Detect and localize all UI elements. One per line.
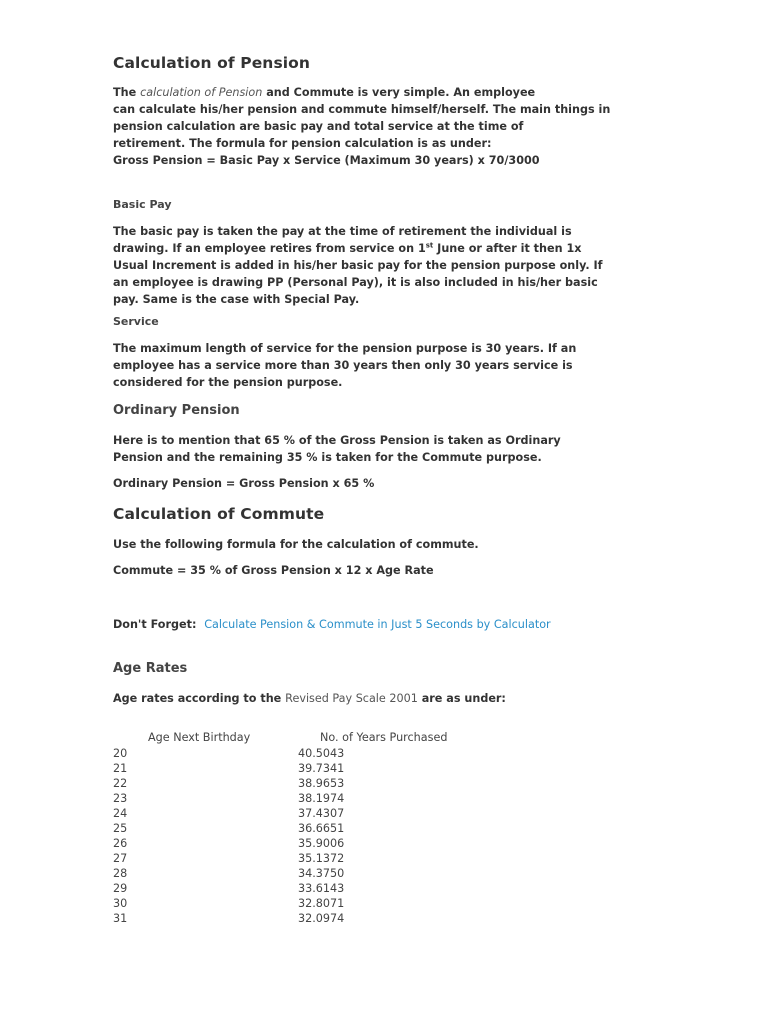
- column-header-years: No. of Years Purchased: [320, 731, 448, 744]
- age-cell: 31: [113, 912, 128, 925]
- basic-pay-line5: pay. Same is the case with Special Pay.: [113, 293, 360, 306]
- dont-forget-line: [113, 616, 658, 633]
- commute-formula: [113, 562, 658, 579]
- service-line2: employee has a service more than 30 years then only 30 years service is: [113, 359, 573, 372]
- commute-heading: Calculation of Commute: [113, 505, 325, 523]
- commute-line1: Use the following formula for the calculation of commute.: [113, 538, 479, 551]
- years-cell: 37.4307: [298, 807, 345, 820]
- service-paragraph: [113, 340, 658, 391]
- years-cell: 32.8071: [298, 897, 345, 910]
- gross-pension-formula: Gross Pension = Basic Pay x Service (Maximum 30 years) x 70/3000: [113, 154, 540, 167]
- intro-lead: The: [113, 86, 137, 99]
- age-rates-intro-b: are as under:: [421, 692, 506, 705]
- revised-pay-scale: Revised Pay Scale 2001: [285, 692, 418, 705]
- column-header-age: Age Next Birthday: [148, 731, 251, 744]
- years-cell: 34.3750: [298, 867, 345, 880]
- dont-forget-label: Don't Forget:: [113, 618, 197, 631]
- years-cell: 35.1372: [298, 852, 345, 865]
- intro-line1: and Commute is very simple. An employee: [266, 86, 536, 99]
- intro-line3: pension calculation are basic pay and total service at the time of: [113, 120, 524, 133]
- age-cell: 23: [113, 792, 128, 805]
- intro-paragraph: [113, 84, 658, 169]
- intro-italic: calculation of Pension: [140, 86, 263, 99]
- years-cell: 38.9653: [298, 777, 345, 790]
- service-line1: The maximum length of service for the pension purpose is 30 years. If an: [113, 342, 577, 355]
- calculator-link[interactable]: Calculate Pension & Commute in Just 5 Seconds by Calculator: [204, 618, 551, 631]
- basic-pay-sup: st: [425, 241, 434, 250]
- commute-formula-text: Commute = 35 % of Gross Pension x 12 x Age Rate: [113, 564, 434, 577]
- years-cell: 39.7341: [298, 762, 345, 775]
- age-cell: 30: [113, 897, 128, 910]
- basic-pay-line4: an employee is drawing PP (Personal Pay), it is also included in his/her basic: [113, 276, 598, 289]
- years-cell: 38.1974: [298, 792, 345, 805]
- intro-line4: retirement. The formula for pension calculation is as under:: [113, 137, 492, 150]
- service-heading: Service: [113, 315, 159, 328]
- age-rates-intro-a: Age rates according to the: [113, 692, 282, 705]
- years-cell: 33.6143: [298, 882, 345, 895]
- age-cell: 29: [113, 882, 128, 895]
- age-cell: 26: [113, 837, 128, 850]
- ordinary-pension-line2: Pension and the remaining 35 % is taken for the Commute purpose.: [113, 451, 542, 464]
- ordinary-pension-formula: [113, 475, 658, 492]
- years-cell: 40.5043: [298, 747, 345, 760]
- age-cell: 20: [113, 747, 128, 760]
- basic-pay-heading: Basic Pay: [113, 198, 172, 211]
- years-cell: 36.6651: [298, 822, 345, 835]
- intro-line2: can calculate his/her pension and commute himself/herself. The main things in: [113, 103, 611, 116]
- age-cell: 25: [113, 822, 128, 835]
- age-rates-heading: Age Rates: [113, 661, 188, 676]
- age-cell: 21: [113, 762, 128, 775]
- age-rates-intro: [113, 690, 658, 707]
- basic-pay-line3: Usual Increment is added in his/her basic pay for the pension purpose only. If: [113, 259, 603, 272]
- age-cell: 28: [113, 867, 128, 880]
- age-cell: 27: [113, 852, 128, 865]
- years-cell: 32.0974: [298, 912, 345, 925]
- age-cell: 24: [113, 807, 128, 820]
- ordinary-pension-heading: Ordinary Pension: [113, 403, 240, 418]
- service-line3: considered for the pension purpose.: [113, 376, 343, 389]
- basic-pay-line2b: June or after it then 1x: [437, 242, 582, 255]
- age-cell: 22: [113, 777, 128, 790]
- commute-paragraph: [113, 536, 658, 553]
- ordinary-pension-paragraph: [113, 432, 658, 466]
- basic-pay-line2a: drawing. If an employee retires from service on 1: [113, 242, 426, 255]
- ordinary-pension-line1: Here is to mention that 65 % of the Gross Pension is taken as Ordinary: [113, 434, 561, 447]
- years-cell: 35.9006: [298, 837, 345, 850]
- basic-pay-paragraph: [113, 223, 658, 308]
- basic-pay-line1: The basic pay is taken the pay at the time of retirement the individual is: [113, 225, 572, 238]
- ordinary-pension-formula-text: Ordinary Pension = Gross Pension x 65 %: [113, 477, 375, 490]
- page-title: Calculation of Pension: [113, 54, 311, 72]
